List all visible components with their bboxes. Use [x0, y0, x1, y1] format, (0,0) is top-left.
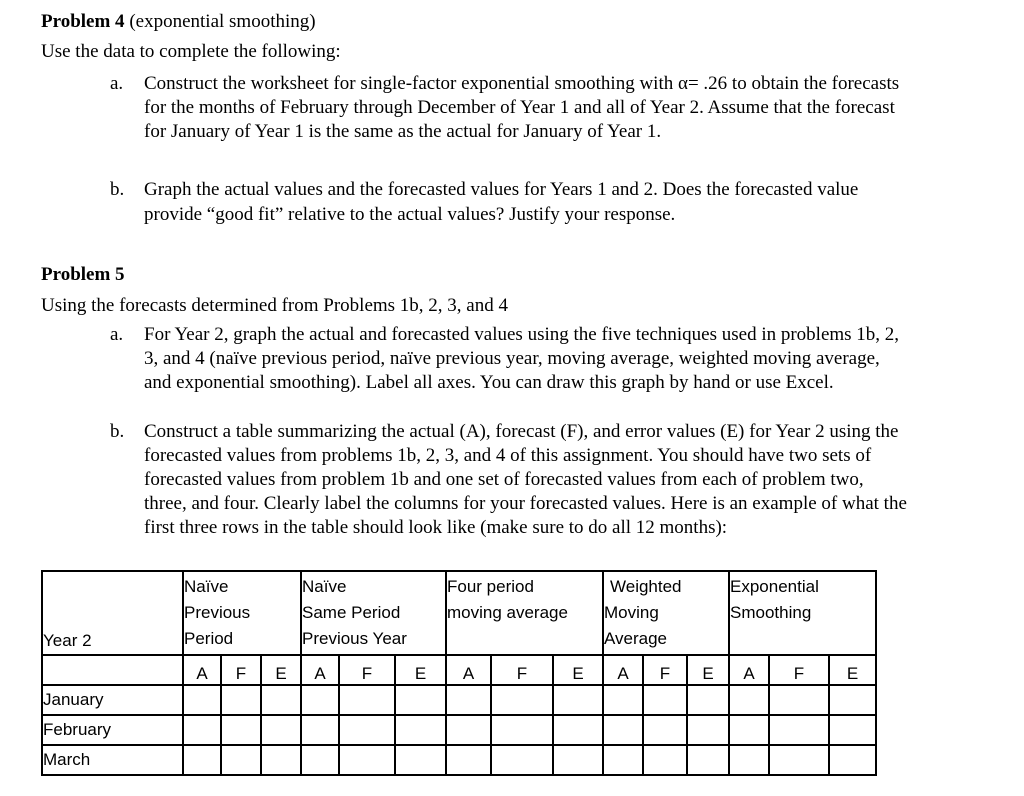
problem5-intro: Using the forecasts determined from Problems 1b, 2, 3, and 4	[41, 295, 508, 316]
table-cell	[183, 715, 221, 745]
table-cell	[829, 685, 876, 715]
header-line: moving average	[447, 603, 568, 622]
subheader-forecast: F	[769, 655, 829, 685]
year-label: Year 2	[43, 631, 92, 650]
subheader-error: E	[829, 655, 876, 685]
table-cell	[687, 685, 729, 715]
problem4-title: Problem 4	[41, 11, 125, 32]
header-line: Period	[184, 629, 234, 648]
header-line: Weighted	[610, 577, 682, 596]
problem5-title: Problem 5	[41, 264, 125, 285]
table-cell	[643, 715, 687, 745]
table-cell	[643, 685, 687, 715]
table-cell	[553, 715, 603, 745]
table-cell	[603, 715, 643, 745]
subheader-error: E	[553, 655, 603, 685]
table-cell	[395, 685, 446, 715]
table-cell	[261, 745, 301, 775]
subheader-forecast: F	[643, 655, 687, 685]
table-cell	[829, 715, 876, 745]
table-cell	[301, 745, 339, 775]
subheader-actual: A	[603, 655, 643, 685]
table-header-row	[42, 571, 876, 655]
header-exponential-smoothing	[729, 571, 876, 655]
table-cell	[553, 745, 603, 775]
header-line: Same Period	[302, 603, 401, 622]
problem4-b-line: Graph the actual values and the forecasted values for Years 1 and 2. Does the forecasted value	[144, 179, 859, 200]
problem4-a-line: for January of Year 1 is the same as the actual for January of Year 1.	[144, 121, 662, 142]
problem4-a-line: Construct the worksheet for single-factor exponential smoothing with α= .26 to obtain the forecasts	[144, 73, 900, 94]
header-four-period-moving-average	[446, 571, 603, 655]
problem5-a-marker: a.	[110, 324, 124, 345]
table-cell	[643, 745, 687, 775]
header-line: Previous Year	[302, 629, 407, 648]
problem5-b-line: forecasted values from problems 1b, 2, 3, and 4 of this assignment. You should have two sets of	[144, 445, 872, 466]
subheader-error: E	[687, 655, 729, 685]
table-cell	[829, 745, 876, 775]
problem5-a-line: For Year 2, graph the actual and forecasted values using the five techniques used in problems 1b, 2,	[144, 324, 900, 345]
table-row-january	[42, 685, 876, 715]
header-line: Naïve	[302, 577, 347, 596]
header-line: Moving	[604, 603, 659, 622]
subheader-actual: A	[183, 655, 221, 685]
table-cell	[491, 685, 553, 715]
subheader-actual: A	[729, 655, 769, 685]
table-cell	[729, 685, 769, 715]
table-cell	[221, 685, 261, 715]
table-subheader-row	[42, 655, 876, 685]
table-cell	[769, 745, 829, 775]
problem5-a-line: 3, and 4 (naïve previous period, naïve previous year, moving average, weighted moving average,	[144, 348, 880, 369]
subheader-actual: A	[301, 655, 339, 685]
header-line: Naïve	[184, 577, 229, 596]
table-cell	[261, 715, 301, 745]
header-line: Previous	[184, 603, 251, 622]
table-row-march	[42, 745, 876, 775]
problem5-a-line: and exponential smoothing). Label all axes. You can draw this graph by hand or use Excel.	[144, 372, 834, 393]
subheader-forecast: F	[491, 655, 553, 685]
month-label: March	[42, 745, 183, 775]
table-cell	[301, 715, 339, 745]
table-cell	[687, 715, 729, 745]
table-cell	[183, 685, 221, 715]
problem4-a-marker: a.	[110, 73, 124, 94]
subheader-forecast: F	[221, 655, 261, 685]
table-cell	[553, 685, 603, 715]
table-cell	[446, 715, 491, 745]
subheader-forecast: F	[339, 655, 395, 685]
problem5-b-line: first three rows in the table should look like (make sure to do all 12 months):	[144, 517, 728, 538]
header-naive-same-period-previous-year	[301, 571, 446, 655]
table-cell	[729, 715, 769, 745]
table-cell	[491, 715, 553, 745]
header-line: Average	[604, 629, 668, 648]
table-cell	[603, 745, 643, 775]
table-cell	[339, 685, 395, 715]
problem5-b-marker: b.	[110, 421, 125, 442]
table-cell	[491, 745, 553, 775]
header-line: Four period	[447, 577, 534, 596]
subheader-error: E	[395, 655, 446, 685]
table-cell	[221, 715, 261, 745]
table-cell	[769, 685, 829, 715]
year-header	[42, 571, 183, 655]
table-cell	[603, 685, 643, 715]
problem4-a-line: for the months of February through December of Year 1 and all of Year 2. Assume that the forecast	[144, 97, 895, 118]
subheader-blank	[42, 655, 183, 685]
problem4-b-line: provide “good fit” relative to the actual values? Justify your response.	[144, 204, 676, 225]
month-label: February	[42, 715, 183, 745]
header-line: Smoothing	[730, 603, 812, 622]
table-cell	[183, 745, 221, 775]
table-cell	[301, 685, 339, 715]
table-cell	[339, 715, 395, 745]
problem4-b-marker: b.	[110, 179, 125, 200]
table-cell	[687, 745, 729, 775]
problem5-b-line: Construct a table summarizing the actual (A), forecast (F), and error values (E) for Year 2 using the	[144, 421, 899, 442]
table-row-february	[42, 715, 876, 745]
header-weighted-moving-average	[603, 571, 729, 655]
table-cell	[221, 745, 261, 775]
month-label: January	[42, 685, 183, 715]
problem4-heading	[41, 11, 316, 33]
problem5-b-line: forecasted values from problem 1b and one set of forecasted values from each of problem two,	[144, 469, 864, 490]
header-line: Exponential	[730, 577, 819, 596]
table-cell	[395, 745, 446, 775]
table-cell	[446, 685, 491, 715]
summary-table	[41, 570, 877, 776]
table-cell	[729, 745, 769, 775]
table-cell	[769, 715, 829, 745]
table-cell	[395, 715, 446, 745]
table-cell	[261, 685, 301, 715]
problem4-intro: Use the data to complete the following:	[41, 41, 341, 62]
header-naive-previous-period	[183, 571, 301, 655]
table-cell	[446, 745, 491, 775]
problem4-subtitle: (exponential smoothing)	[124, 11, 316, 32]
table-cell	[339, 745, 395, 775]
subheader-error: E	[261, 655, 301, 685]
problem5-b-line: three, and four. Clearly label the columns for your forecasted values. Here is an example of what the	[144, 493, 907, 514]
subheader-actual: A	[446, 655, 491, 685]
